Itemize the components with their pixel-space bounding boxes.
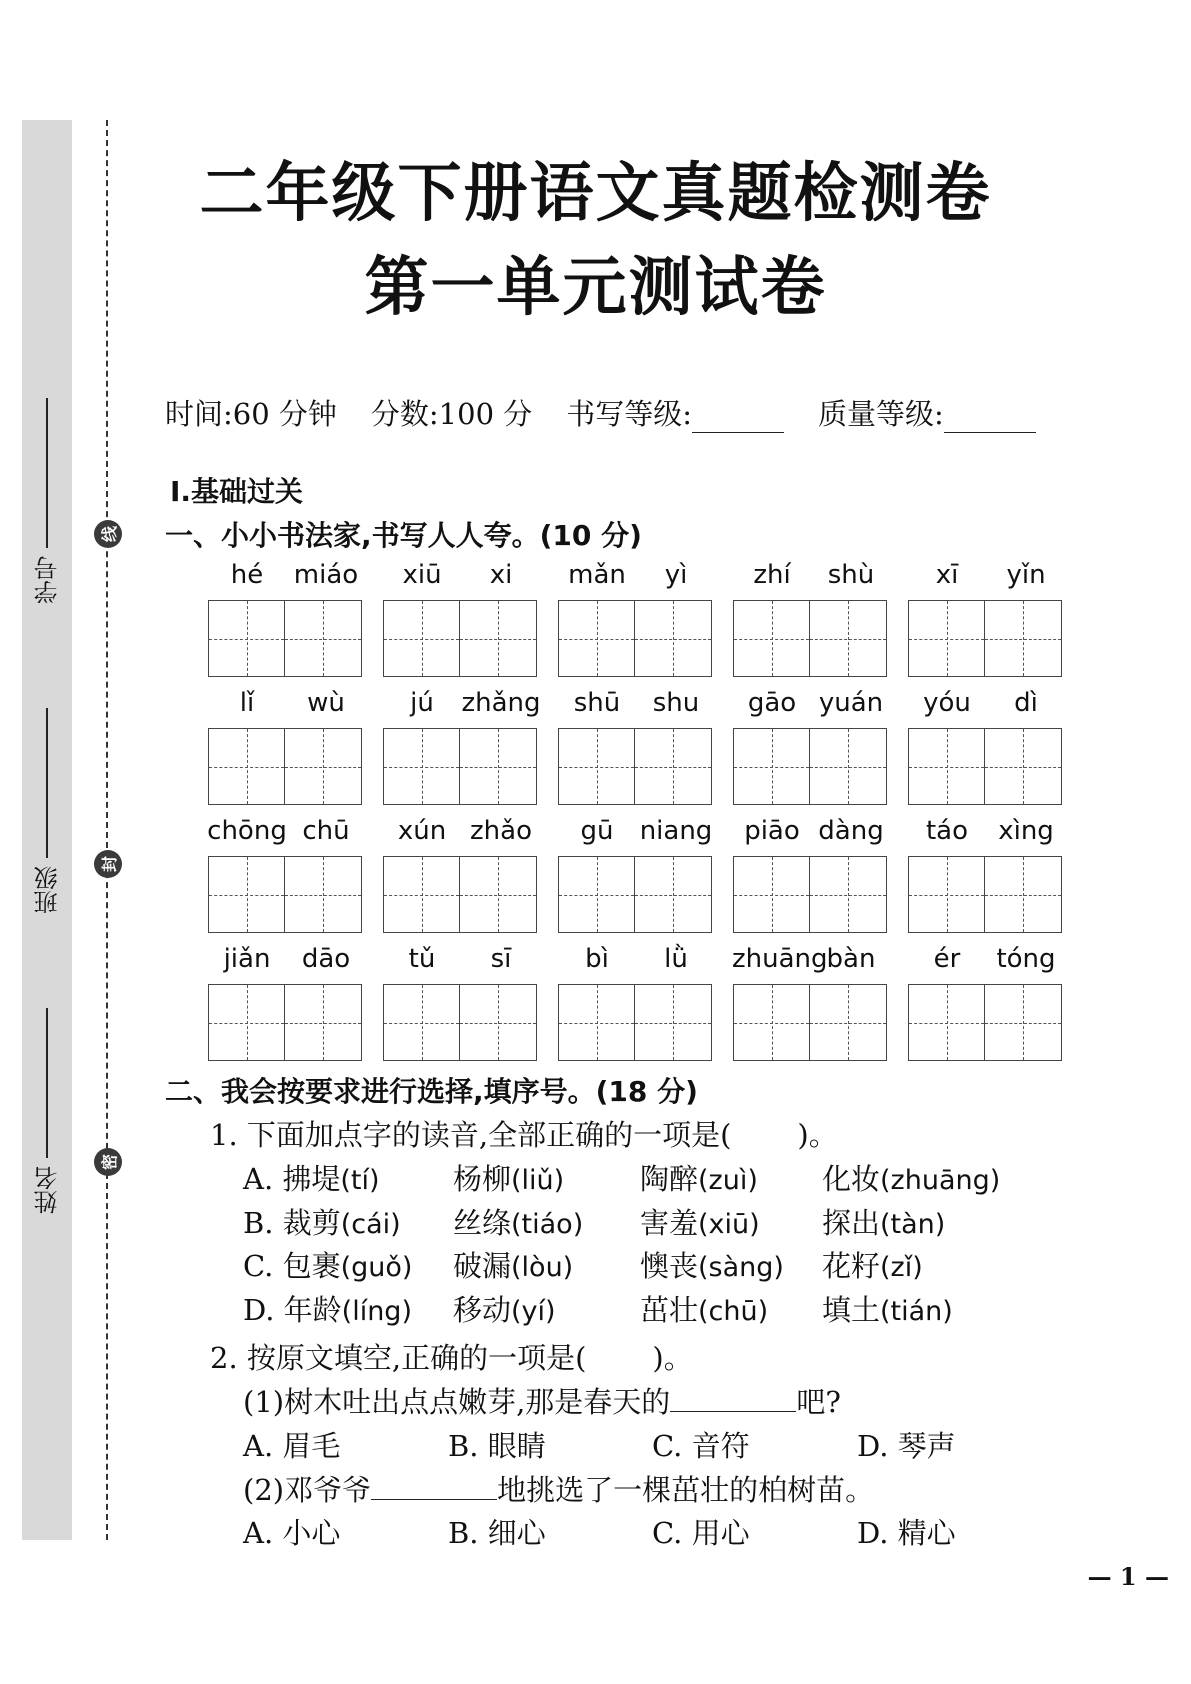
writing-cell[interactable] bbox=[285, 728, 362, 805]
total-score: 分数:100 分 bbox=[370, 397, 533, 431]
pinyin-syllable: lǐ bbox=[239, 688, 255, 718]
writing-boxes bbox=[558, 984, 712, 1061]
q1-option-item bbox=[243, 1157, 380, 1198]
q1-option-item bbox=[243, 1201, 401, 1242]
name-label: 姓名 bbox=[33, 1166, 62, 1214]
pinyin-syllable: miáo bbox=[293, 560, 359, 590]
pinyin-syllable: chū bbox=[302, 816, 350, 846]
writing-cell[interactable] bbox=[460, 984, 537, 1061]
q1-pinyin: (cái) bbox=[340, 1209, 401, 1240]
writing-cell[interactable] bbox=[733, 600, 810, 677]
writing-cell[interactable] bbox=[558, 728, 635, 805]
student-id-line bbox=[46, 398, 48, 548]
q1-word: 探出 bbox=[822, 1206, 881, 1240]
pinyin-syllable: dàng bbox=[818, 816, 884, 846]
q1-option-item bbox=[453, 1157, 564, 1198]
q1-word: 懊丧 bbox=[640, 1249, 699, 1283]
q1-option-item bbox=[822, 1244, 923, 1285]
q1-pinyin: (chū) bbox=[698, 1296, 769, 1327]
writing-cell[interactable] bbox=[733, 984, 810, 1061]
q1-pinyin: (lòu) bbox=[511, 1252, 574, 1283]
pinyin-label bbox=[383, 816, 541, 850]
pinyin-label bbox=[908, 560, 1066, 594]
pinyin-label bbox=[558, 816, 716, 850]
writing-cell[interactable] bbox=[460, 728, 537, 805]
question-2-stem-end: )。 bbox=[652, 1341, 693, 1375]
q1-word: 杨柳 bbox=[453, 1162, 512, 1196]
q1-option-item bbox=[640, 1157, 758, 1198]
pinyin-label bbox=[558, 688, 716, 722]
q1-option-item bbox=[822, 1201, 945, 1242]
name-field[interactable] bbox=[30, 1008, 64, 1214]
exam-title: 二年级下册语文真题检测卷 bbox=[199, 157, 992, 231]
pinyin-syllable: jiǎn bbox=[223, 944, 271, 974]
q1-word: 花籽 bbox=[822, 1249, 881, 1283]
writing-cell[interactable] bbox=[285, 984, 362, 1061]
q1-pinyin: (guǒ) bbox=[340, 1252, 413, 1283]
q1-word: B. 裁剪 bbox=[243, 1206, 341, 1240]
q1-word: 填土 bbox=[822, 1293, 881, 1327]
writing-boxes bbox=[908, 984, 1062, 1061]
writing-cell[interactable] bbox=[810, 984, 887, 1061]
exam-info bbox=[165, 392, 1070, 433]
writing-boxes bbox=[558, 856, 712, 933]
q1-pinyin: (yí) bbox=[511, 1296, 556, 1327]
sub-2-option-d: D. 精心 bbox=[857, 1516, 956, 1550]
sub-2-option-c: C. 用心 bbox=[652, 1516, 750, 1550]
pinyin-syllable: gāo bbox=[747, 688, 797, 718]
seal-mark-mi: 密 bbox=[94, 1148, 122, 1176]
sub-1-blank[interactable] bbox=[670, 1407, 796, 1412]
pinyin-syllable: chōng bbox=[207, 816, 287, 846]
writing-cell[interactable] bbox=[733, 728, 810, 805]
writing-boxes bbox=[558, 728, 712, 805]
writing-boxes bbox=[383, 856, 537, 933]
sub-1-end: 吧? bbox=[796, 1385, 841, 1419]
pinyin-label bbox=[383, 688, 541, 722]
q1-word: 害羞 bbox=[640, 1206, 699, 1240]
pinyin-syllable: wù bbox=[307, 688, 345, 718]
q1-pinyin: (zuì) bbox=[698, 1165, 758, 1196]
time-limit: 时间:60 分钟 bbox=[165, 397, 337, 431]
pinyin-label bbox=[208, 944, 366, 978]
pinyin-syllable: mǎn bbox=[568, 560, 626, 590]
student-id-label: 学号 bbox=[33, 556, 62, 604]
writing-cell[interactable] bbox=[810, 856, 887, 933]
sub-1-text: (1)树木吐出点点嫩芽,那是春天的 bbox=[243, 1385, 671, 1419]
student-id-field[interactable] bbox=[30, 398, 64, 604]
question-1-stem-end: )。 bbox=[797, 1118, 838, 1152]
writing-cell[interactable] bbox=[558, 984, 635, 1061]
writing-cell[interactable] bbox=[383, 984, 460, 1061]
sub-2-option-b: B. 细心 bbox=[448, 1516, 546, 1550]
pinyin-syllable: lǜ bbox=[664, 944, 688, 974]
cut-line bbox=[106, 120, 108, 1540]
class-line bbox=[46, 708, 48, 858]
pinyin-label bbox=[908, 944, 1066, 978]
pinyin-syllable: piāo bbox=[744, 816, 800, 846]
pinyin-syllable: ér bbox=[933, 944, 961, 974]
pinyin-label bbox=[908, 688, 1066, 722]
pinyin-label bbox=[208, 688, 366, 722]
question-2-sub-2 bbox=[243, 1468, 874, 1509]
writing-cell[interactable] bbox=[985, 856, 1062, 933]
q1-option-item bbox=[640, 1201, 760, 1242]
pinyin-label bbox=[208, 560, 366, 594]
seal-mark-feng: 封 bbox=[94, 850, 122, 878]
writing-cell[interactable] bbox=[208, 728, 285, 805]
pinyin-syllable: xún bbox=[397, 816, 447, 846]
pinyin-syllable: sī bbox=[490, 944, 512, 974]
q1-pinyin: (liǔ) bbox=[511, 1165, 565, 1196]
q1-option-item bbox=[822, 1157, 1000, 1198]
pinyin-label bbox=[733, 816, 891, 850]
pinyin-syllable: yǐn bbox=[1006, 560, 1046, 590]
writing-boxes bbox=[208, 600, 362, 677]
writing-cell[interactable] bbox=[208, 856, 285, 933]
pinyin-syllable: yuán bbox=[818, 688, 884, 718]
pinyin-syllable: niang bbox=[639, 816, 713, 846]
q1-pinyin: (zǐ) bbox=[880, 1252, 923, 1283]
writing-cell[interactable] bbox=[558, 600, 635, 677]
writing-cell[interactable] bbox=[460, 600, 537, 677]
writing-cell[interactable] bbox=[383, 856, 460, 933]
pinyin-syllable: táo bbox=[925, 816, 969, 846]
pinyin-syllable: xiū bbox=[402, 560, 442, 590]
page-number: — 1 — bbox=[1087, 1562, 1169, 1591]
writing-cell[interactable] bbox=[208, 984, 285, 1061]
pinyin-label bbox=[383, 560, 541, 594]
writing-cell[interactable] bbox=[908, 856, 985, 933]
writing-boxes bbox=[383, 984, 537, 1061]
pinyin-syllable: dì bbox=[1014, 688, 1038, 718]
writing-cell[interactable] bbox=[908, 728, 985, 805]
pinyin-syllable: yì bbox=[664, 560, 688, 590]
pinyin-syllable: bì bbox=[585, 944, 609, 974]
writing-cell[interactable] bbox=[985, 728, 1062, 805]
quality-grade-label: 质量等级: bbox=[818, 397, 944, 431]
writing-boxes bbox=[383, 728, 537, 805]
writing-cell[interactable] bbox=[383, 600, 460, 677]
pinyin-syllable: tǔ bbox=[408, 944, 436, 974]
q1-word: C. 包裹 bbox=[243, 1249, 341, 1283]
pinyin-label bbox=[383, 944, 541, 978]
q1-word: 移动 bbox=[453, 1293, 512, 1327]
class-field[interactable] bbox=[30, 708, 64, 914]
pinyin-syllable: jú bbox=[410, 688, 434, 718]
writing-cell[interactable] bbox=[985, 984, 1062, 1061]
writing-cell[interactable] bbox=[208, 600, 285, 677]
writing-cell[interactable] bbox=[383, 728, 460, 805]
pinyin-syllable: xìng bbox=[998, 816, 1054, 846]
question-1-stem: 1. 下面加点字的读音,全部正确的一项是( bbox=[210, 1118, 732, 1152]
writing-boxes bbox=[733, 600, 887, 677]
exam-subtitle: 第一单元测试卷 bbox=[364, 251, 827, 325]
writing-cell[interactable] bbox=[733, 856, 810, 933]
q1-word: 丝绦 bbox=[453, 1206, 512, 1240]
pinyin-syllable: shū bbox=[573, 688, 621, 718]
writing-cell[interactable] bbox=[460, 856, 537, 933]
writing-grade-blank[interactable] bbox=[692, 428, 784, 433]
pinyin-label bbox=[558, 560, 716, 594]
writing-cell[interactable] bbox=[635, 728, 712, 805]
part-1-heading: 一、小小书法家,书写人人夸。(10 分) bbox=[165, 519, 642, 552]
writing-boxes bbox=[208, 984, 362, 1061]
q1-word: 破漏 bbox=[453, 1249, 512, 1283]
q1-option-item bbox=[822, 1288, 953, 1329]
q1-option-item bbox=[243, 1244, 412, 1285]
q1-pinyin: (sàng) bbox=[698, 1252, 784, 1283]
pinyin-syllable: xi bbox=[489, 560, 513, 590]
pinyin-syllable: gū bbox=[580, 816, 614, 846]
pinyin-syllable: bàn bbox=[826, 944, 876, 974]
q1-word: D. 年龄 bbox=[243, 1293, 342, 1327]
pinyin-syllable: dāo bbox=[301, 944, 351, 974]
pinyin-label bbox=[733, 560, 891, 594]
q1-pinyin: (líng) bbox=[341, 1296, 412, 1327]
writing-cell[interactable] bbox=[635, 984, 712, 1061]
q1-pinyin: (xiū) bbox=[698, 1209, 760, 1240]
q1-word: 陶醉 bbox=[640, 1162, 699, 1196]
writing-cell[interactable] bbox=[285, 856, 362, 933]
q1-pinyin: (tiáo) bbox=[511, 1209, 584, 1240]
writing-boxes bbox=[908, 728, 1062, 805]
sub-2-end: 地挑选了一棵茁壮的柏树苗。 bbox=[497, 1473, 875, 1507]
writing-cell[interactable] bbox=[558, 856, 635, 933]
pinyin-syllable: xī bbox=[935, 560, 959, 590]
writing-boxes bbox=[383, 600, 537, 677]
writing-boxes bbox=[208, 856, 362, 933]
sub-2-blank[interactable] bbox=[371, 1495, 497, 1500]
pinyin-syllable: zhuāng bbox=[732, 944, 828, 974]
question-2-sub-1 bbox=[243, 1380, 841, 1421]
pinyin-label bbox=[733, 688, 891, 722]
name-line bbox=[46, 1008, 48, 1158]
question-2-stem: 2. 按原文填空,正确的一项是( bbox=[210, 1341, 587, 1375]
pinyin-label bbox=[733, 944, 891, 978]
pinyin-syllable: hé bbox=[230, 560, 264, 590]
pinyin-syllable: zhǎo bbox=[470, 816, 532, 846]
pinyin-syllable: shu bbox=[652, 688, 700, 718]
sub-2-text: (2)邓爷爷 bbox=[243, 1473, 372, 1507]
writing-boxes bbox=[908, 600, 1062, 677]
part-2-heading: 二、我会按要求进行选择,填序号。(18 分) bbox=[165, 1075, 698, 1108]
pinyin-syllable: yóu bbox=[923, 688, 971, 718]
q1-option-item bbox=[640, 1288, 768, 1329]
q1-word: 化妆 bbox=[822, 1162, 881, 1196]
writing-cell[interactable] bbox=[985, 600, 1062, 677]
q1-pinyin: (tí) bbox=[340, 1165, 380, 1196]
writing-cell[interactable] bbox=[908, 984, 985, 1061]
writing-cell[interactable] bbox=[635, 600, 712, 677]
writing-cell[interactable] bbox=[285, 600, 362, 677]
writing-boxes bbox=[733, 984, 887, 1061]
pinyin-syllable: tóng bbox=[996, 944, 1056, 974]
pinyin-label bbox=[558, 944, 716, 978]
writing-boxes bbox=[733, 728, 887, 805]
pinyin-label bbox=[208, 816, 366, 850]
pinyin-syllable: shù bbox=[827, 560, 875, 590]
writing-grade-label: 书写等级: bbox=[566, 397, 693, 431]
writing-boxes bbox=[208, 728, 362, 805]
writing-boxes bbox=[733, 856, 887, 933]
question-1 bbox=[210, 1113, 838, 1154]
sub-1-option-b: B. 眼睛 bbox=[448, 1429, 546, 1463]
q1-pinyin: (tián) bbox=[880, 1296, 953, 1327]
sub-2-option-a: A. 小心 bbox=[243, 1516, 341, 1550]
question-2 bbox=[210, 1336, 693, 1377]
writing-cell[interactable] bbox=[810, 600, 887, 677]
q1-option-item bbox=[453, 1201, 583, 1242]
q1-option-item bbox=[453, 1244, 573, 1285]
writing-boxes bbox=[558, 600, 712, 677]
writing-boxes bbox=[908, 856, 1062, 933]
writing-cell[interactable] bbox=[635, 856, 712, 933]
seal-mark-xian: 线 bbox=[94, 520, 122, 548]
q1-word: A. 拂堤 bbox=[243, 1162, 341, 1196]
pinyin-syllable: zhí bbox=[753, 560, 791, 590]
q1-pinyin: (tàn) bbox=[880, 1209, 946, 1240]
q1-option-item bbox=[453, 1288, 556, 1329]
sub-1-option-a: A. 眉毛 bbox=[243, 1429, 341, 1463]
q1-option-item bbox=[640, 1244, 784, 1285]
q1-option-item bbox=[243, 1288, 412, 1329]
q1-word: 茁壮 bbox=[640, 1293, 699, 1327]
writing-cell[interactable] bbox=[908, 600, 985, 677]
sub-1-option-c: C. 音符 bbox=[652, 1429, 750, 1463]
section-basics-heading: Ⅰ.基础过关 bbox=[170, 475, 304, 508]
q1-pinyin: (zhuāng) bbox=[880, 1165, 1001, 1196]
quality-grade-blank[interactable] bbox=[944, 428, 1036, 433]
pinyin-syllable: zhǎng bbox=[461, 688, 541, 718]
writing-cell[interactable] bbox=[810, 728, 887, 805]
sub-1-option-d: D. 琴声 bbox=[857, 1429, 956, 1463]
class-label: 班级 bbox=[33, 866, 62, 914]
pinyin-label bbox=[908, 816, 1066, 850]
